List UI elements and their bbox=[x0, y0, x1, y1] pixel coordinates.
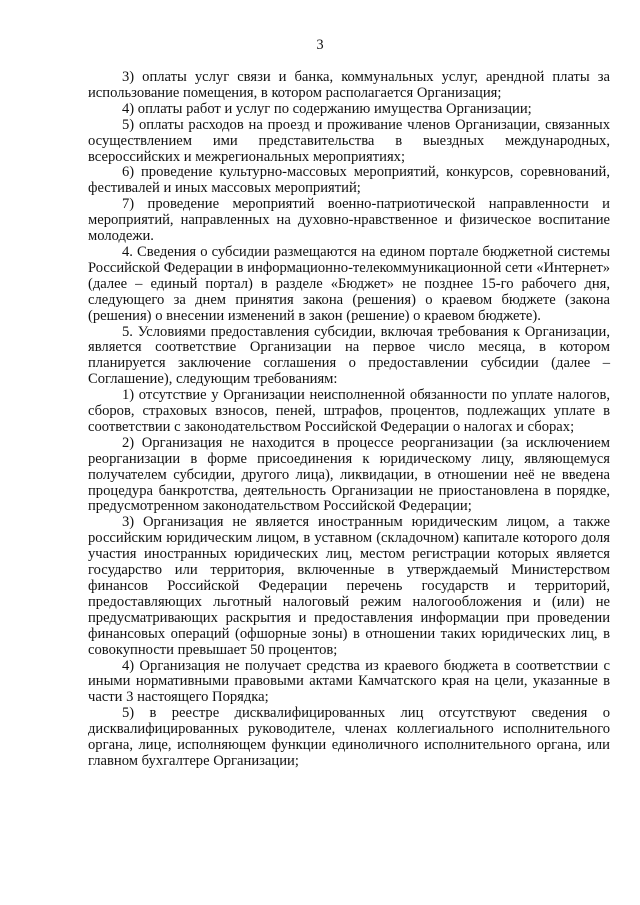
paragraph-utilities-payment: 3) оплаты услуг связи и банка, коммунальных услуг, арендной платы за использование помещения, в котором располагается Организация; bbox=[88, 69, 610, 101]
paragraph-requirement-not-foreign: 3) Организация не является иностранным юридическим лицом, а также российским юридическим лицом, в уставном (складочном) капитале которого доля участия иностранных юридических лиц, местом регистрации которых является государство или территория, включенные в утверждаемый Министерством финансов Российской Федерации перечень государств и территорий, предоставляющих льготный налоговый режим налогообложения и (или) не предусматривающих раскрытия и предоставления информации при проведении финансовых операций (офшорные зоны) в отношении таких юридических лиц, в совокупности превышает 50 процентов; bbox=[88, 514, 610, 658]
paragraph-travel-expenses: 5) оплаты расходов на проезд и проживание членов Организации, связанных осуществлением ими представительства в выездных международных, всероссийских и межрегиональных мероприятиях; bbox=[88, 116, 610, 165]
paragraph-requirement-no-other-funds: 4) Организация не получает средства из краевого бюджета в соответствии с иными нормативными правовыми актами Камчатского края на цели, указанные в части 3 настоящего Порядка; bbox=[88, 657, 610, 706]
document-body bbox=[88, 70, 610, 770]
paragraph-requirement-no-disqualified: 5) в реестре дисквалифицированных лиц отсутствуют сведения о дисквалифицированных руководителе, членах коллегиального исполнительного органа, лице, исполняющем функции единоличного исполнительного органа, или главном бухгалтере Организации; bbox=[88, 705, 610, 769]
paragraph-subsidy-conditions: 5. Условиями предоставления субсидии, включая требования к Организации, является соответствие Организации на первое число месяца, в котором планируется заключение соглашения о предоставлении субсидии (далее – Соглашение), следующим требованиям: bbox=[88, 323, 610, 388]
paragraph-cultural-events: 6) проведение культурно-массовых мероприятий, конкурсов, соревнований, фестивалей и иных массовых мероприятий; bbox=[88, 164, 610, 197]
paragraph-subsidy-publication: 4. Сведения о субсидии размещаются на едином портале бюджетной системы Российской Федерации в информационно-телекоммуникационной сети «Интернет» (далее – единый портал) в разделе «Бюджет» не позднее 15-го рабочего дня, следующего за днем принятия закона (решения) о краевом бюджете (закона (решения) о внесении изменений в закон (решение) о краевом бюджете). bbox=[88, 243, 610, 324]
paragraph-requirement-no-reorganization: 2) Организация не находится в процессе реорганизации (за исключением реорганизации в форме присоединения к юридическому лицу, являющемуся получателем субсидии, другого лица), ликвидации, в отношении неё не введена процедура банкротства, деятельность Организации не приостановлена в порядке, предусмотренном законодательством Российской Федерации; bbox=[88, 434, 610, 515]
paragraph-patriotic-events: 7) проведение мероприятий военно-патриотической направленности и мероприятий, направленных на духовно-нравственное и физическое воспитание молодежи. bbox=[88, 196, 610, 245]
paragraph-property-maintenance: 4) оплаты работ и услуг по содержанию имущества Организации; bbox=[122, 100, 532, 117]
page-number: 3 bbox=[316, 37, 324, 53]
paragraph-requirement-no-tax-debt: 1) отсутствие у Организации неисполненной обязанности по уплате налогов, сборов, страховых взносов, пеней, штрафов, процентов, подлежащих уплате в соответствии с законодательством Российской Федерации о налогах и сборах; bbox=[88, 387, 610, 435]
